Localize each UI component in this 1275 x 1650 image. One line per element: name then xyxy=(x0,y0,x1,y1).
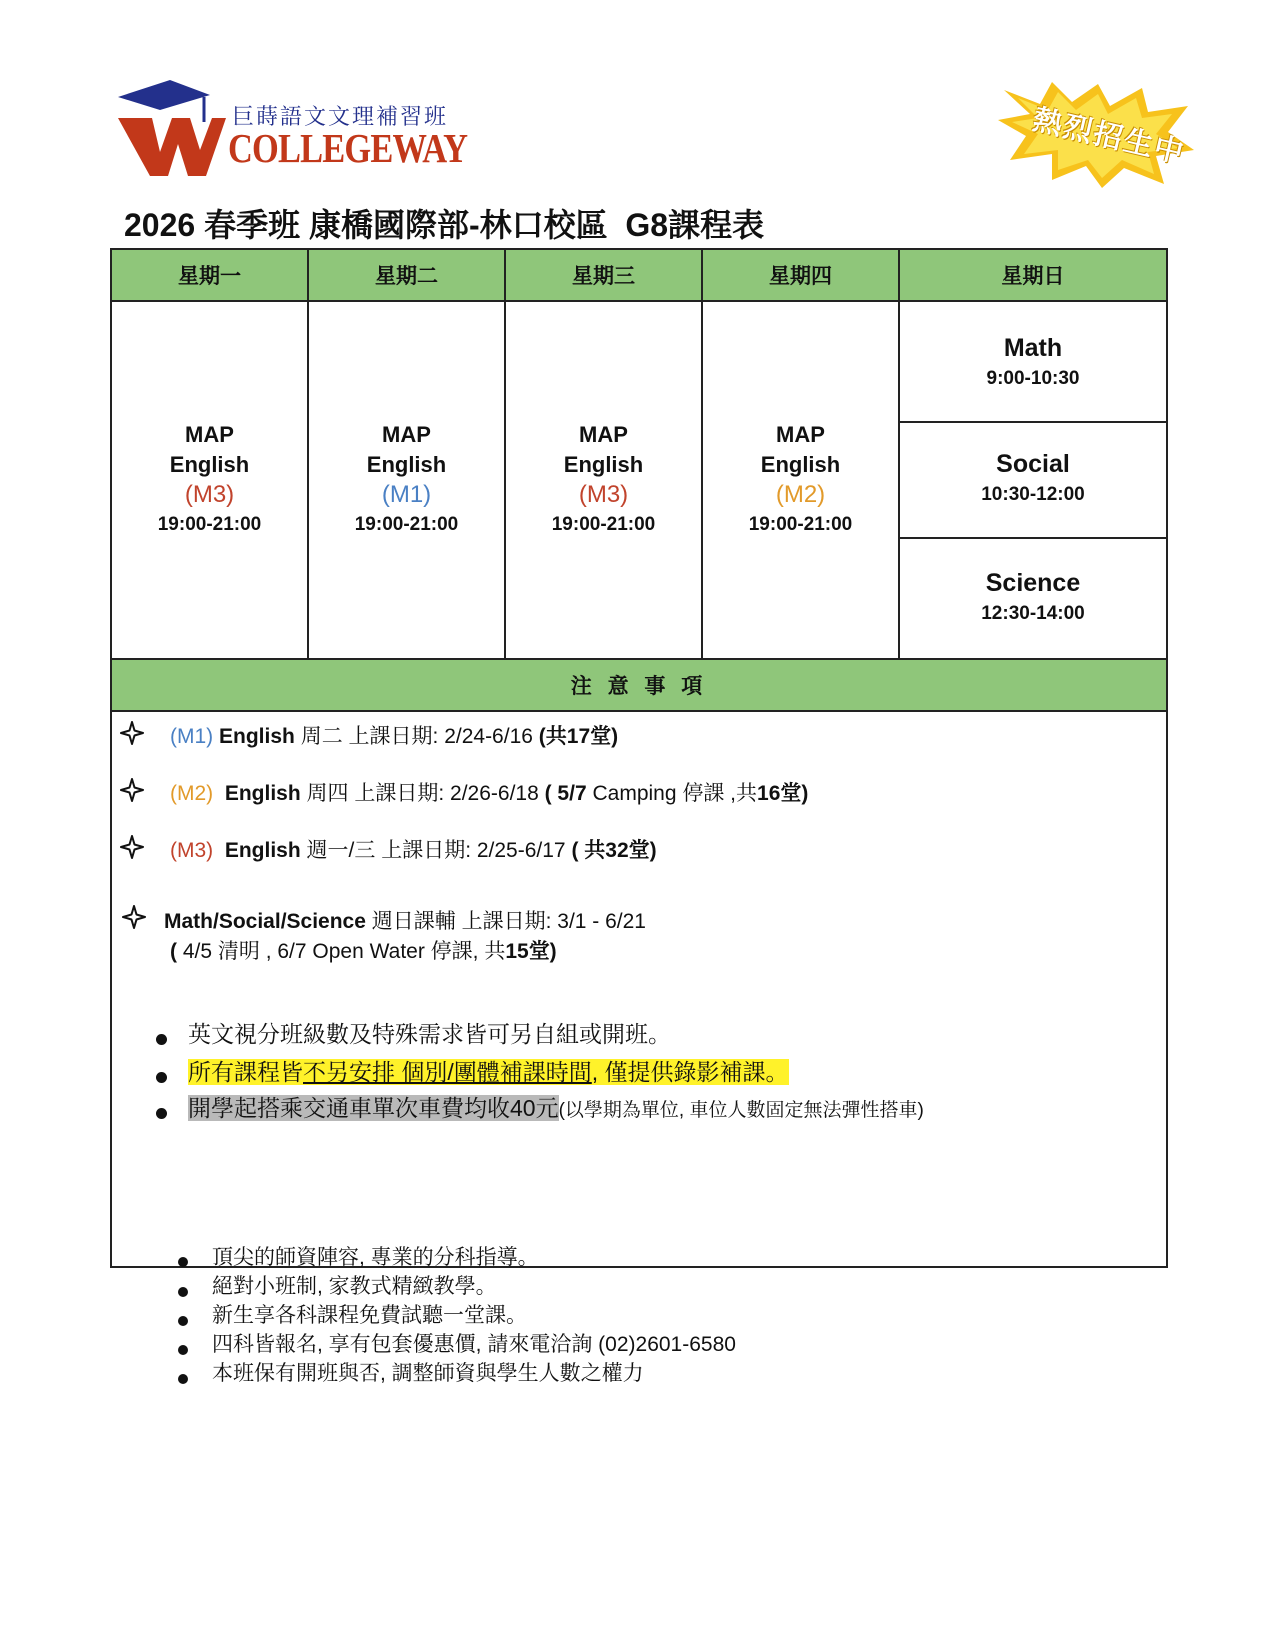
footer-item-4: 四科皆報名, 享有包套優惠價, 請來電洽詢 (02)2601-6580 xyxy=(212,1333,736,1356)
class-line1: MAP xyxy=(185,422,234,447)
note-subject: Math/Social/Science xyxy=(164,910,366,933)
note-total-post: 堂) xyxy=(628,839,657,862)
sparkle-icon xyxy=(122,905,146,929)
note-total-post: 堂) xyxy=(780,782,809,805)
class-time: 19:00-21:00 xyxy=(157,514,262,535)
header-monday: 星期一 xyxy=(112,250,309,302)
bullet-dot xyxy=(156,1108,167,1119)
footer-item-2: 絕對小班制, 家教式精緻教學。 xyxy=(212,1275,497,1298)
class-line2: English xyxy=(760,452,841,477)
note-m2 xyxy=(170,777,808,807)
footer-item-5: 本班保有開班與否, 調整師資與學生人數之權力 xyxy=(212,1362,644,1385)
footer-bullet-dot xyxy=(178,1374,188,1384)
bullet-2-c: , 僅提供錄影補課。 xyxy=(591,1059,789,1085)
note-sunday-line2 xyxy=(170,935,557,965)
brand-subtitle: 巨蒔語文文理補習班 xyxy=(232,105,449,130)
bullet-1: 英文視分班級數及特殊需求皆可另自組或開班。 xyxy=(188,1021,671,1047)
bullet-2-b: 不另安排 個別/團體補課時間 xyxy=(303,1059,592,1085)
note-total-post: 堂) xyxy=(590,725,619,748)
sunday-time: 10:30-12:00 xyxy=(981,483,1085,505)
class-code: (M3) xyxy=(578,481,629,508)
bullet-dot xyxy=(156,1034,167,1045)
note-code: (M3) xyxy=(170,839,214,862)
note-text: 周二 上課日期: 2/24-6/16 xyxy=(294,725,539,748)
note-m1 xyxy=(170,720,618,750)
note-m3 xyxy=(170,834,657,864)
class-line1: MAP xyxy=(382,422,431,447)
class-code: (M2) xyxy=(775,481,826,508)
sparkle-icon xyxy=(120,778,144,802)
note-total-pre: ( 共 xyxy=(571,839,606,862)
promo-badge-text: 熱烈招生中 xyxy=(1029,103,1189,170)
note-subject: English xyxy=(219,725,295,748)
header-thursday: 星期四 xyxy=(703,250,900,302)
sparkle-icon xyxy=(120,721,144,745)
class-line1: MAP xyxy=(776,422,825,447)
class-code: (M3) xyxy=(184,481,235,508)
note-text: 周四 上課日期: 2/26-6/18 xyxy=(300,782,545,805)
bullet-3 xyxy=(188,1090,924,1123)
note-text: 週日課輔 上課日期: 3/1 - 6/21 xyxy=(365,910,646,933)
bullet-dot xyxy=(156,1072,167,1083)
sunday-subject: Science xyxy=(985,568,1081,597)
sparkle-icon xyxy=(120,835,144,859)
note-line2-pre: ( xyxy=(170,940,183,963)
note-code: (M1) xyxy=(170,725,214,748)
footer-bullet-dot xyxy=(178,1287,188,1297)
sunday-social xyxy=(900,418,1166,539)
footer-bullet-dot xyxy=(178,1316,188,1326)
note-total-num: 32 xyxy=(605,839,629,862)
footer-bullet-dot xyxy=(178,1257,188,1267)
class-line2: English xyxy=(366,452,447,477)
note-subject: English xyxy=(224,839,301,862)
bullet-3-b: (以學期為單位, 車位人數固定無法彈性搭車) xyxy=(558,1100,924,1121)
class-line1: MAP xyxy=(579,422,628,447)
header-sunday: 星期日 xyxy=(900,250,1166,302)
note-line2-post: 堂) xyxy=(528,940,557,963)
class-code: (M1) xyxy=(381,481,432,508)
monday-class xyxy=(112,302,309,658)
sunday-time: 9:00-10:30 xyxy=(986,367,1080,389)
sunday-math xyxy=(900,302,1166,423)
brand-name: COLLEGEWAY xyxy=(228,125,468,171)
note-code: (M2) xyxy=(170,782,214,805)
note-subject: English xyxy=(224,782,301,805)
note-total-num: 16 xyxy=(757,782,781,805)
footer-item-3: 新生享各科課程免費試聽一堂課。 xyxy=(212,1304,527,1327)
sunday-science xyxy=(900,535,1166,658)
sunday-time: 12:30-14:00 xyxy=(981,602,1085,624)
wednesday-class xyxy=(506,302,703,658)
footer-item-1: 頂尖的師資陣容, 專業的分科指導。 xyxy=(212,1246,539,1269)
bullet-2-a: 所有課程皆 xyxy=(188,1059,303,1085)
class-line2: English xyxy=(563,452,644,477)
note-sunday xyxy=(164,905,646,935)
note-text: 週一/三 上課日期: 2/25-6/17 xyxy=(300,839,572,862)
schedule-table xyxy=(110,248,1168,1268)
tuesday-class xyxy=(309,302,506,658)
bullet-3-a: 開學起搭乘交通車單次車費均收40元 xyxy=(188,1095,559,1121)
header-tuesday: 星期二 xyxy=(309,250,506,302)
class-time: 19:00-21:00 xyxy=(354,514,459,535)
sunday-subject: Social xyxy=(996,449,1070,478)
header-wednesday: 星期三 xyxy=(506,250,703,302)
class-line2: English xyxy=(169,452,250,477)
note-extra-a: ( 5/7 xyxy=(544,782,587,805)
page-title: 2026 春季班 康橋國際部-林口校區 G8課程表 xyxy=(124,207,765,243)
thursday-class xyxy=(703,302,900,658)
note-line2-num: 15 xyxy=(505,940,529,963)
bullet-2 xyxy=(188,1054,789,1087)
notes-header: 注 意 事 項 xyxy=(112,658,1166,712)
note-line2: 4/5 清明 , 6/7 Open Water 停課, 共 xyxy=(182,940,506,963)
note-extra-b: Camping 停課 ,共 xyxy=(586,782,758,805)
sunday-subject: Math xyxy=(1003,333,1063,362)
note-total-pre: (共 xyxy=(538,725,567,748)
footer-bullet-dot xyxy=(178,1345,188,1355)
note-total-num: 17 xyxy=(566,725,591,748)
class-time: 19:00-21:00 xyxy=(748,514,853,535)
class-time: 19:00-21:00 xyxy=(551,514,656,535)
